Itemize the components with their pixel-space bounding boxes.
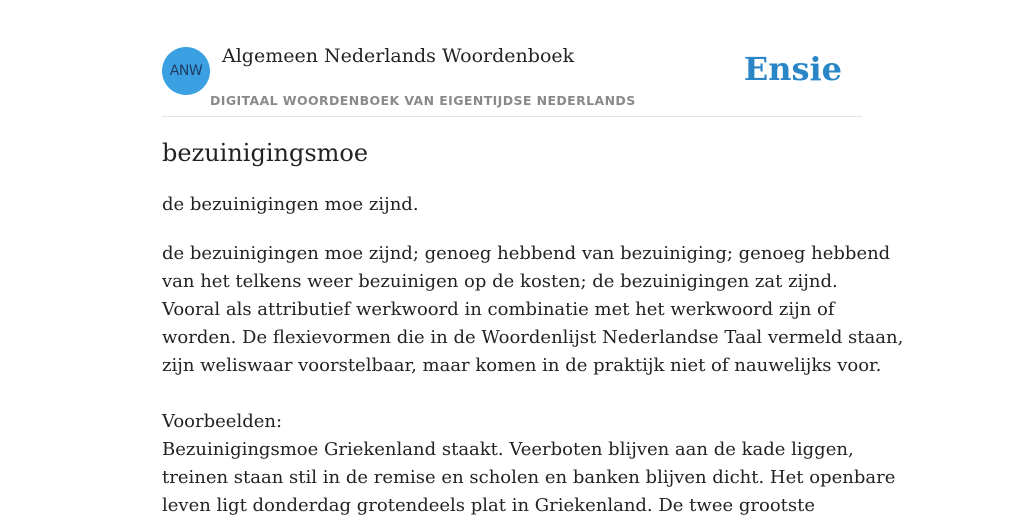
ensie-logo[interactable]: Ensie [743,50,842,88]
definition-line: van het telkens weer bezuinigen op de kosten; de bezuinigingen zat zijnd. [162,271,838,292]
long-definition [162,240,904,520]
page [162,0,904,516]
entry-headword: bezuinigingsmoe [162,139,369,167]
example-line: treinen staan stil in de remise en scholen en banken blijven dicht. Het openbare [162,467,896,488]
short-definition: de bezuinigingen moe zijnd. [162,194,419,215]
site-header [162,0,862,117]
definition-line: worden. De flexievormen die in de Woordenlijst Nederlandse Taal vermeld staan, [162,327,904,348]
definition-line: Vooral als attributief werkwoord in combinatie met het werkwoord zijn of [162,299,835,320]
site-subtitle: DIGITAAL WOORDENBOEK VAN EIGENTIJDSE NEDERLANDS [210,93,636,108]
spacer [162,380,862,408]
definition-line: de bezuinigingen moe zijnd; genoeg hebbend van bezuiniging; genoeg hebbend [162,243,891,264]
examples-heading: Voorbeelden: [162,411,283,432]
example-line: leven ligt donderdag grotendeels plat in Griekenland. De twee grootste [162,495,816,516]
definition-line: zijn weliswaar voorstelbaar, maar komen in de praktijk niet of nauwelijks voor. [162,355,882,376]
site-title[interactable]: Algemeen Nederlands Woordenboek [222,45,575,67]
anw-logo[interactable]: ANW [162,47,210,95]
example-line: Bezuinigingsmoe Griekenland staakt. Veerboten blijven aan de kade liggen, [162,439,854,460]
